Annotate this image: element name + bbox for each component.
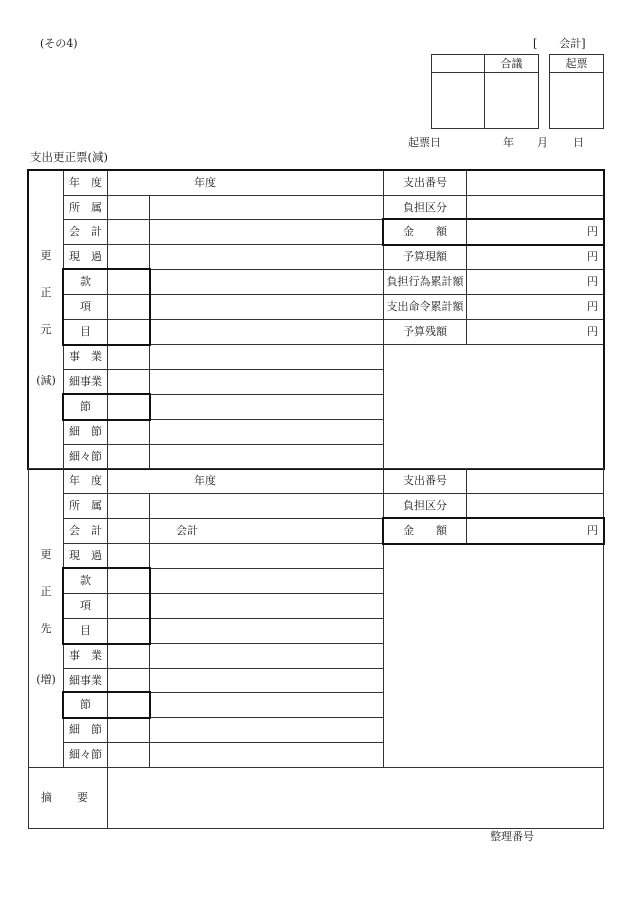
destination-label-burden-category [383,493,467,519]
row-label-text: 現 過 [69,549,102,562]
row-label-text: 年 度 [69,474,102,487]
source-name-cell-item [149,294,384,320]
source-side-char-2: 正 [40,286,52,299]
source-row-label-section [63,269,108,295]
source-fiscal-year-field [107,170,384,196]
destination-code-cell-subitem [107,618,150,644]
source-code-cell-sub-sub-clause [107,444,150,469]
destination-name-cell-sub-clause [149,717,384,743]
destination-side-char-1: 更 [40,548,52,561]
destination-row-label-subitem [63,618,108,644]
row-label-text: 細事業 [69,375,102,388]
source-label-payment-order-total [383,294,467,320]
destination-code-cell-affiliation [107,493,150,519]
destination-name-cell-section [149,568,384,594]
source-code-cell-account [107,219,150,245]
row-label-text: 項 [80,599,91,612]
destination-right-blank-area [383,543,604,768]
source-row-label-sub-sub-clause [63,444,108,469]
destination-name-cell-clause [149,692,384,718]
source-right-blank-area [383,344,604,469]
row-label-text: 節 [80,400,91,413]
destination-account-text: 会計 [176,524,198,537]
source-label-burden-category [383,195,467,220]
destination-code-cell-account [107,518,150,544]
source-label-budget-balance [383,319,467,345]
right-label-text: 支出番号 [403,474,447,487]
row-label-text: 細々節 [69,449,102,463]
right-label-text: 支出命令累計額 [386,300,464,313]
source-row-label-affiliation [63,195,108,220]
right-label-text: 負担区分 [403,200,447,214]
drafting-label: 起票 [565,56,588,70]
source-code-cell-sub-clause [107,419,150,445]
source-row-label-sub-project [63,369,108,395]
source-fiscal-year-text: 年度 [194,176,216,189]
summary-label-cell [28,767,108,829]
source-row-label-sub-clause [63,419,108,445]
source-value-commitment-total [466,269,604,295]
source-label-amount [383,219,467,245]
source-row-label-account [63,219,108,245]
source-side-char-4: (減) [36,374,56,387]
source-code-cell-current-past [107,244,150,270]
right-label-text: 負担行為累計額 [386,275,464,288]
source-value-burden-category [466,195,604,220]
destination-label-amount [383,518,467,544]
yen-unit: 円 [587,225,598,238]
right-label-text: 金 額 [403,524,447,537]
source-name-cell-sub-sub-clause [149,444,384,469]
source-value-current-budget [466,244,604,270]
destination-code-cell-sub-sub-clause [107,742,150,768]
source-name-cell-affiliation [149,195,384,220]
source-side-char-1: 更 [40,249,52,262]
account-bracket: [ 会計] [533,37,586,50]
right-label-text: 負担区分 [403,499,447,512]
destination-code-cell-sub-project [107,668,150,693]
destination-row-label-sub-clause [63,717,108,743]
destination-code-cell-clause [107,692,150,718]
destination-code-cell-sub-clause [107,717,150,743]
destination-row-label-item [63,593,108,619]
destination-name-cell-subitem [149,618,384,644]
destination-row-label-project [63,643,108,669]
source-label-commitment-total [383,269,467,295]
source-label-current-budget [383,244,467,270]
source-label-expenditure-number [383,170,467,196]
destination-name-cell-sub-project [149,668,384,693]
drafting-header [549,54,604,73]
row-label-text: 目 [80,624,91,637]
source-code-cell-subitem [107,319,150,345]
consultation-label: 合議 [500,56,523,70]
source-row-label-clause [63,394,108,420]
row-label-text: 所 属 [69,499,102,512]
source-code-cell-section [107,269,150,295]
yen-unit: 円 [587,325,598,338]
source-name-cell-current-past [149,244,384,270]
source-name-cell-sub-clause [149,419,384,445]
destination-name-cell-sub-sub-clause [149,742,384,768]
destination-value-burden-category [466,493,604,519]
destination-code-cell-item [107,593,150,619]
right-label-text: 支出番号 [403,176,447,189]
source-code-cell-item [107,294,150,320]
row-label-text: 節 [80,698,91,711]
source-code-cell-affiliation [107,195,150,220]
destination-row-label-fiscal-year [63,468,108,494]
source-side-cell [28,170,64,469]
row-label-text: 事 業 [69,649,102,662]
summary-label: 摘 要 [41,791,95,804]
source-value-amount [466,219,604,245]
row-label-text: 細 節 [69,723,102,736]
right-label-text: 金 額 [403,225,447,238]
row-label-text: 細 節 [69,425,102,438]
destination-code-cell-project [107,643,150,669]
consultation-stamp-left [431,72,485,129]
source-value-budget-balance [466,319,604,345]
source-code-cell-sub-project [107,369,150,395]
destination-fiscal-year-field [107,468,384,494]
source-name-cell-account [149,219,384,245]
form-number: (その4) [40,37,78,50]
source-row-label-subitem [63,319,108,345]
destination-label-expenditure-number [383,468,467,494]
source-name-cell-sub-project [149,369,384,395]
right-label-text: 予算現額 [403,250,447,263]
destination-name-cell-item [149,593,384,619]
date-month-label: 月 [537,136,548,149]
row-label-text: 会 計 [69,524,102,537]
destination-name-cell-project [149,643,384,669]
source-name-cell-section [149,269,384,295]
date-day-label: 日 [573,136,584,149]
source-side-char-3: 元 [40,323,52,336]
source-row-label-current-past [63,244,108,270]
row-label-text: 細々節 [69,748,102,761]
drafting-stamp [549,72,604,129]
row-label-text: 現 過 [69,250,102,263]
destination-row-label-section [63,568,108,594]
destination-row-label-sub-project [63,668,108,693]
destination-row-label-account [63,518,108,544]
source-row-label-item [63,294,108,320]
row-label-text: 款 [80,574,91,587]
row-label-text: 項 [80,300,91,313]
yen-unit: 円 [587,275,598,288]
source-name-cell-project [149,344,384,370]
reference-number-label: 整理番号 [490,830,534,843]
row-label-text: 細事業 [69,673,102,687]
row-label-text: 所 属 [69,200,102,214]
yen-unit: 円 [587,250,598,263]
yen-unit: 円 [587,300,598,313]
consultation-header [484,54,539,73]
destination-fiscal-year-text: 年度 [194,474,216,487]
row-label-text: 事 業 [69,350,102,363]
destination-row-label-affiliation [63,493,108,519]
row-label-text: 年 度 [69,176,102,189]
destination-code-cell-section [107,568,150,594]
drafting-date-label: 起票日 [408,136,441,149]
page-title: 支出更正票(減) [30,150,108,164]
destination-side-char-3: 先 [40,622,52,635]
source-value-payment-order-total [466,294,604,320]
destination-value-expenditure-number [466,468,604,494]
source-name-cell-subitem [149,319,384,345]
row-label-text: 目 [80,325,91,338]
source-row-label-project [63,344,108,370]
consultation-stamp-right [484,72,539,129]
destination-name-cell-account [149,518,384,544]
source-code-cell-project [107,344,150,370]
destination-name-cell-current-past [149,543,384,569]
source-row-label-fiscal-year [63,170,108,196]
destination-code-cell-current-past [107,543,150,569]
destination-side-char-2: 正 [40,585,52,598]
destination-side-char-4: (増) [36,673,56,686]
destination-row-label-clause [63,692,108,718]
row-label-text: 会 計 [69,225,102,238]
destination-name-cell-affiliation [149,493,384,519]
right-label-text: 予算残額 [403,325,447,338]
row-label-text: 款 [80,275,91,288]
destination-row-label-current-past [63,543,108,569]
source-value-expenditure-number [466,170,604,196]
date-year-label: 年 [503,136,514,149]
destination-row-label-sub-sub-clause [63,742,108,768]
destination-side-cell [28,468,64,768]
summary-content-cell [107,767,604,829]
source-name-cell-clause [149,394,384,420]
yen-unit: 円 [587,524,598,537]
source-code-cell-clause [107,394,150,420]
consultation-header-left [431,54,485,73]
destination-value-amount [466,518,604,544]
